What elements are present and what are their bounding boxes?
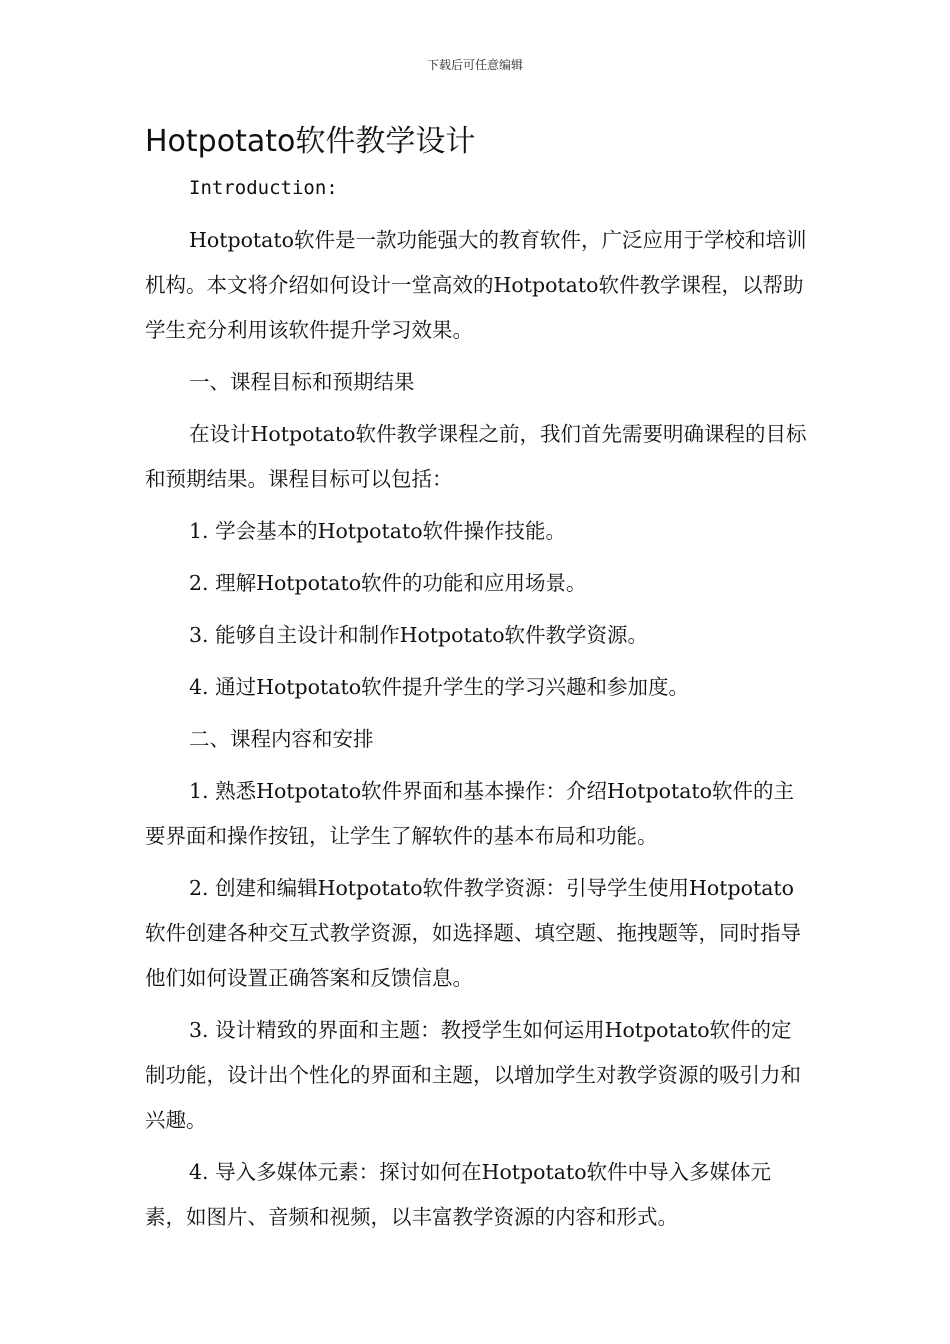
section-heading-2: 二、课程内容和安排 <box>189 727 374 751</box>
list-item-goal-2: 2. 理解Hotpotato软件的功能和应用场景。 <box>189 571 587 595</box>
page-title: Hotpotato软件教学设计 <box>145 124 476 159</box>
paragraph-goals: 在设计Hotpotato软件教学课程之前，我们首先需要明确课程的目标和预期结果。课程目标可以包括： <box>145 422 807 491</box>
header-note: 下载后可任意编辑 <box>426 58 523 72</box>
list-item-content-3: 3. 设计精致的界面和主题：教授学生如何运用Hotpotato软件的定制功能，设计出个性化的界面和主题，以增加学生对教学资源的吸引力和兴趣。 <box>145 1018 801 1132</box>
intro-label: Introduction: <box>189 177 338 199</box>
list-item-content-1: 1. 熟悉Hotpotato软件界面和基本操作：介绍Hotpotato软件的主要界面和操作按钮，让学生了解软件的基本布局和功能。 <box>145 779 794 848</box>
list-item-content-4: 4. 导入多媒体元素：探讨如何在Hotpotato软件中导入多媒体元素，如图片、音频和视频，以丰富教学资源的内容和形式。 <box>145 1160 772 1229</box>
section-heading-1: 一、课程目标和预期结果 <box>189 370 415 394</box>
list-item-goal-3: 3. 能够自主设计和制作Hotpotato软件教学资源。 <box>189 623 649 647</box>
document-body <box>145 166 810 1247</box>
paragraph-intro: Hotpotato软件是一款功能强大的教育软件，广泛应用于学校和培训机构。本文将介绍如何设计一堂高效的Hotpotato软件教学课程，以帮助学生充分利用该软件提升学习效果。 <box>145 228 807 342</box>
list-item-content-2: 2. 创建和编辑Hotpotato软件教学资源：引导学生使用Hotpotato软件创建各种交互式教学资源，如选择题、填空题、拖拽题等，同时指导他们如何设置正确答案和反馈信息。 <box>145 876 801 990</box>
list-item-goal-1: 1. 学会基本的Hotpotato软件操作技能。 <box>189 519 567 543</box>
list-item-goal-4: 4. 通过Hotpotato软件提升学生的学习兴趣和参加度。 <box>189 675 690 699</box>
